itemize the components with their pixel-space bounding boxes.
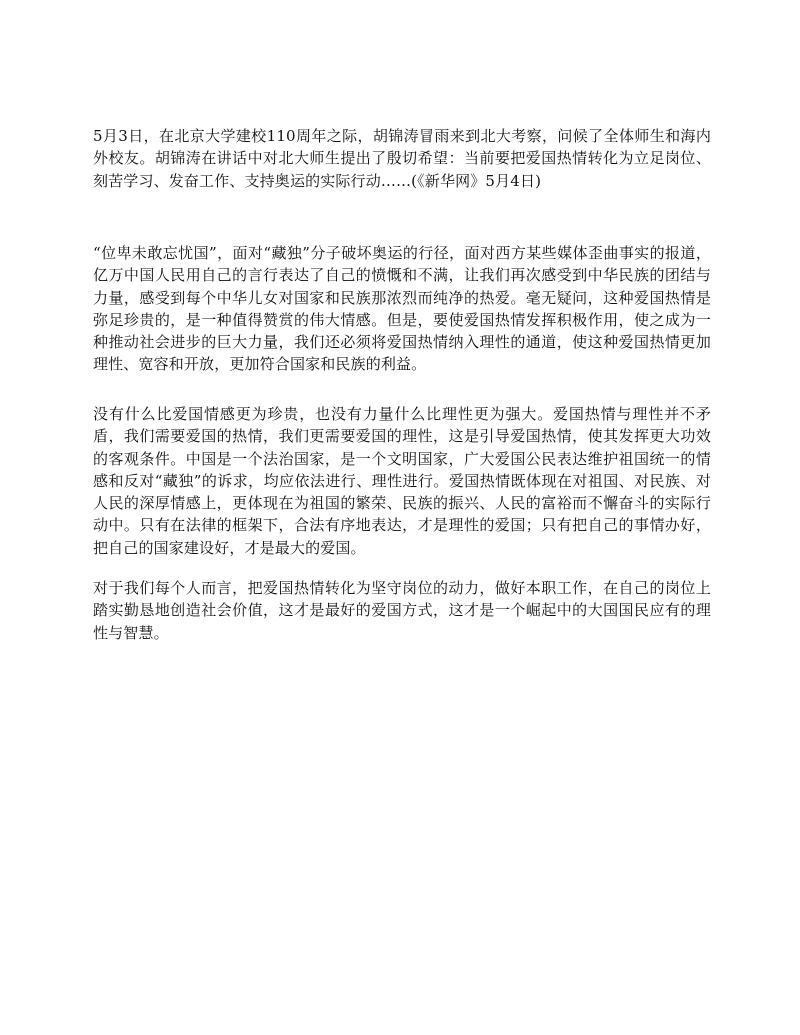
paragraph-passion-and-reason: 没有什么比爱国情感更为珍贵，也没有力量什么比理性更为强大。爱国热情与理性并不矛盾，我们需要爱国的热情，我们更需要爱国的理性，这是引导爱国热情，使其发挥更大功效的客观条件。中国是一个法治国家，是一个文明国家，广大爱国公民表达维护祖国统一的情感和反对“藏独”的诉求，均应依法进行、理性进行。爱国热情既体现在对祖国、对民族、对人民的深厚情感上，更体现在为祖国的繁荣、民族的振兴、人民的富裕而不懈奋斗的实际行动中。只有在法律的框架下，合法有序地表达，才是理性的爱国；只有把自己的事情办好，把自己的国家建设好，才是最大的爱国。 bbox=[93, 405, 711, 557]
paragraph-patriotic-passion: “位卑未敢忘忧国”，面对“藏独”分子破坏奥运的行径，面对西方某些媒体歪曲事实的报道，亿万中国人民用自己的言行表达了自己的愤慨和不满，让我们再次感受到中华民族的团结与力量，感受到每个中华儿女对国家和民族那浓烈而纯净的热爱。毫无疑问，这种爱国热情是弥足珍贵的，是一种值得赞赏的伟大情感。但是，要使爱国热情发挥积极作用，使之成为一种推动社会进步的巨大力量，我们还必须将爱国热情纳入理性的通道，使这种爱国热情更加理性、宽容和开放，更加符合国家和民族的利益。 bbox=[93, 244, 711, 374]
paragraph-news-lead: 5月3日，在北京大学建校110周年之际，胡锦涛冒雨来到北大考察，问候了全体师生和海内外校友。胡锦涛在讲话中对北大师生提出了殷切希望：当前要把爱国热情转化为立足岗位、刻苦学习、发奋工作、支持奥运的实际行动……(《新华网》5月4日) bbox=[93, 127, 711, 190]
paragraph-conclusion: 对于我们每个人而言，把爱国热情转化为坚守岗位的动力，做好本职工作，在自己的岗位上踏实勤恳地创造社会价值，这才是最好的爱国方式，这才是一个崛起中的大国国民应有的理性与智慧。 bbox=[93, 579, 711, 642]
